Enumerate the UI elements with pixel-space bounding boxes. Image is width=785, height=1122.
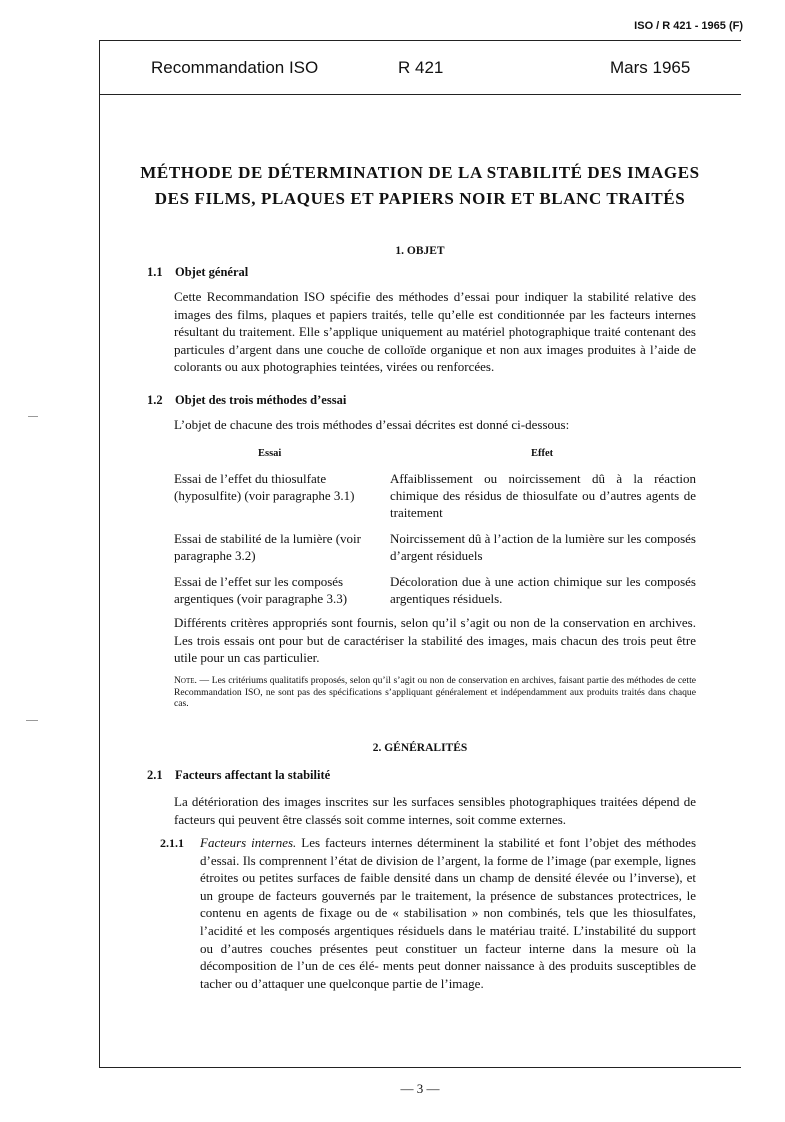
subsection-1-1-number: 1.1 — [147, 265, 163, 279]
test-row-2-essai: Essai de stabilité de la lumière (voir paragraphe 3.2) — [174, 531, 361, 563]
test-row-1-essai: Essai de l’effet du thiosulfate (hyposulfite) (voir paragraphe 3.1) — [174, 471, 355, 503]
header-recommendation: Recommandation ISO — [151, 58, 319, 77]
test-row-3-essai: Essai de l’effet sur les composés argentiques (voir paragraphe 3.3) — [174, 574, 348, 606]
margin-speck — [28, 416, 38, 417]
header-number: R 421 — [398, 58, 444, 77]
note-text: Les critériums qualitatifs proposés, selon qu’il s’agit ou non de conservation en archives, faisant partie des méthodes de cette Recommandation ISO, ne sont pas des spécifications s’appliquant généralement et indépendamment aux produits traités dans chaque cas. — [174, 675, 696, 709]
section-1-heading: 1. OBJET — [395, 245, 445, 257]
subsection-1-2-intro: L’objet de chacune des trois méthodes d’essai décrites est donné ci-dessous: — [174, 417, 570, 432]
subsection-1-1-text: Cette Recommandation ISO spécifie des méthodes d’essai pour indiquer la stabilité relative des images des films, plaques et papiers traités, telle qu’elle est conditionnée par les facteurs internes résultant du traitement. Elle s’applique uniquement au matériel photographique traité contenant des particules d’argent dans une couche de colloïde organique et non aux images produites à l’aide de colorants ou aux photographies teintées, virées ou renforcées. — [174, 289, 696, 375]
subsection-2-1-label: Facteurs affectant la stabilité — [175, 768, 331, 782]
subsection-2-1-number: 2.1 — [147, 768, 163, 782]
page-number: — 3 — — [400, 1081, 440, 1096]
test-row-1-effet: Affaiblissement ou noircissement dû à la réaction chimique des résidus de thiosulfate ou d’autres agents de traitement — [390, 471, 696, 520]
subsection-1-2-number: 1.2 — [147, 393, 163, 407]
subsection-2-1-1-body: Les facteurs internes déterminent la stabilité et font l’objet des méthodes d’essai. Ils comprennent l’état de division de l’argent, la forme de l’image (par exemple, lignes étroites ou petites surfaces de faible densité dans un champ de densité élevée ou l’inverse), et un groupe de facteurs gouvernés par le traitement, la présence de substances protectrices, le contenu en agents de fixage ou de « stabilisation » non combinés, tels que les thiosulfates, l’acidité et les composés argentiques résiduels dans le matériau traité. L’instabilité du support ou d’autres couches présentes peut constituer un facteur interne dans la mesure où la décomposition de l’un de ces élé- ments peut donner naissance à des produits susceptibles de tacher ou d’attaquer une quelconque partie de l’image. — [200, 835, 697, 991]
test-row-3-effet: Décoloration due à une action chimique sur les composés argentiques résiduels. — [390, 574, 696, 606]
column-header-essai: Essai — [258, 448, 282, 459]
subsection-1-2-title — [147, 393, 346, 408]
column-header-effet: Effet — [531, 448, 554, 459]
document-title-line-1: MÉTHODE DE DÉTERMINATION DE LA STABILITÉ DES IMAGES — [140, 163, 700, 182]
document-title-line-2: DES FILMS, PLAQUES ET PAPIERS NOIR ET BLANC TRAITÉS — [154, 189, 686, 208]
margin-speck — [26, 720, 38, 721]
header-date: Mars 1965 — [610, 58, 691, 77]
test-row-2-effet: Noircissement dû à l’action de la lumière sur les composés d’argent résiduels — [390, 531, 696, 563]
subsection-2-1-title — [147, 768, 330, 783]
frame-top-rule — [99, 40, 741, 41]
document-reference: ISO / R 421 - 1965 (F) — [634, 20, 743, 32]
subsection-1-2-label: Objet des trois méthodes d’essai — [175, 393, 347, 407]
note-label: Note. — — [174, 675, 210, 686]
subsection-1-1-label: Objet général — [175, 265, 249, 279]
section-2-heading: 2. GÉNÉRALITÉS — [372, 742, 468, 754]
subsection-2-1-1-text — [200, 834, 696, 992]
subsection-2-1-text: La détérioration des images inscrites sur les surfaces sensibles photographiques traitées dépend de facteurs qui peuvent être classés soit comme internes, soit comme externes. — [174, 794, 696, 827]
header-rule — [99, 94, 741, 95]
note-paragraph — [174, 675, 696, 710]
subsection-2-1-1-title: Facteurs internes. — [200, 835, 297, 850]
subsection-1-2-after-text: Différents critères appropriés sont fournis, selon qu’il s’agit ou non de la conservation en archives. Les trois essais ont pour but de caractériser la stabilité des images, mais chacun des trois peut être utile pour un cas particulier. — [174, 615, 696, 666]
subsection-1-1-title — [147, 265, 248, 280]
subsection-2-1-1-number: 2.1.1 — [160, 836, 184, 850]
